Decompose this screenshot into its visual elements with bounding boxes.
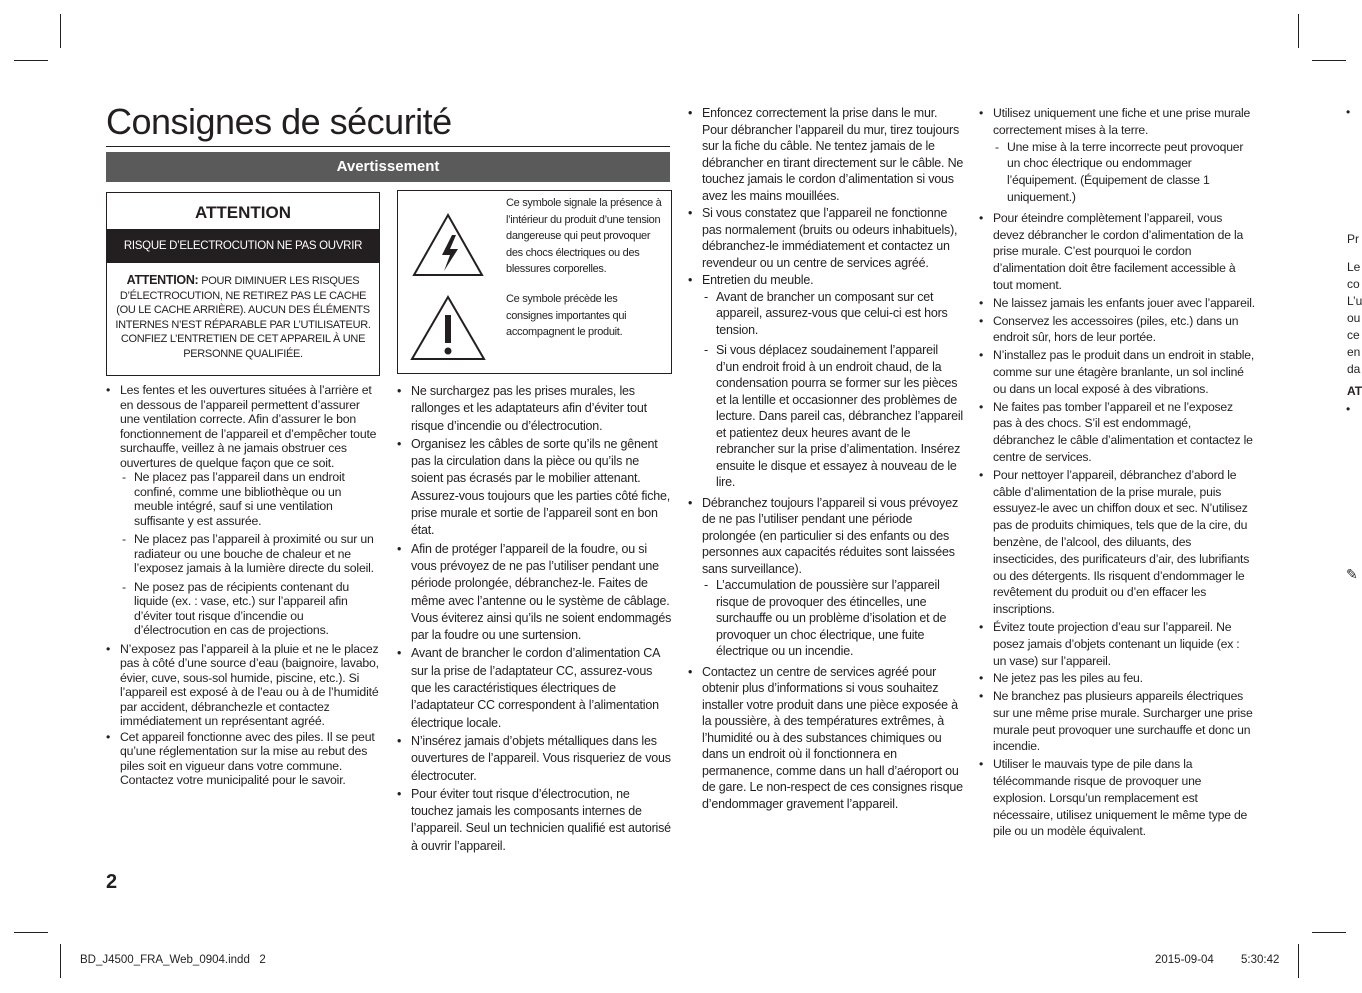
crop-mark xyxy=(14,932,48,933)
sub-list-item: - Avant de brancher un composant sur cet appareil, assurez-vous que celui-ci est hors tension. xyxy=(702,289,964,339)
edge-text: ce xyxy=(1347,328,1360,342)
footer-filename: BD_J4500_FRA_Web_0904.indd 2 xyxy=(80,954,266,966)
lightning-warning-icon xyxy=(408,209,488,279)
attention-risk: RISQUE D’ELECTROCUTION NE PAS OUVRIR xyxy=(107,229,379,263)
list-item: • Pour éviter tout risque d’électrocution, ne touchez jamais les composants internes de l’appareil. Seul un technicien qualifié est autorisé à ouvrir l’appareil. xyxy=(397,786,673,855)
list-item: • Évitez toute projection d’eau sur l’appareil. Ne posez jamais d’objets contenant un liquide (ex : un vase) sur l’appareil. xyxy=(979,619,1255,669)
list-item: • Ne laissez jamais les enfants jouer avec l’appareil. xyxy=(979,295,1255,312)
sub-list-item: - Ne posez pas de récipients contenant du liquide (ex. : vase, etc.) sur l’appareil afin d’éviter tout risque d’incendie ou d’électrocution en cas de projections. xyxy=(120,580,380,638)
crop-mark xyxy=(60,14,61,48)
exclamation-warning-icon xyxy=(408,293,488,363)
list-item xyxy=(688,272,964,491)
crop-mark xyxy=(1298,14,1299,48)
symbols-box xyxy=(397,190,672,374)
list-item-text: Les fentes et les ouvertures situées à l’arrière et en dessous de l’appareil permettent d’assurer une ventilation correcte. Afin d’assurer le bon fonctionnement de l’appareil et d’empêcher toute surchauffe, veillez à ne jamais obstruer ces ouvertures de quelque façon que ce soit. xyxy=(120,383,377,470)
sub-list xyxy=(120,470,380,638)
list-item xyxy=(688,495,964,660)
list-item xyxy=(979,105,1255,206)
page-number: 2 xyxy=(106,871,118,893)
list-item: • Enfoncez correctement la prise dans le mur. Pour débrancher l’appareil du mur, tirez toujours sur la fiche du câble. Ne tentez jamais de le débrancher en tirant directement sur le câble. Ne touchez jamais le cordon d’alimentation si vous avez les mains mouillées. xyxy=(688,105,964,204)
crop-mark xyxy=(60,944,61,978)
warning-banner: Avertissement xyxy=(106,152,670,182)
list-item xyxy=(106,383,380,638)
list-item: • Ne surchargez pas les prises murales, les rallonges et les adaptateurs afin d’éviter tout risque d’incendie ou d’électrocution. xyxy=(397,383,673,435)
column-4-list xyxy=(979,105,1255,841)
column-2-list xyxy=(397,383,673,856)
attention-text xyxy=(107,263,379,361)
crop-mark xyxy=(14,60,48,61)
note-icon: ✎ xyxy=(1346,566,1358,582)
list-item: • N’insérez jamais d’objets métalliques dans les ouvertures de l’appareil. Vous risqueriez de vous électrocuter. xyxy=(397,733,673,785)
list-item: • Utiliser le mauvais type de pile dans la télécommande risque de provoquer une explosion. Lorsqu’un remplacement est nécessaire, utilisez uniquement le même type de pile ou un modèle équivalent. xyxy=(979,756,1255,840)
list-item-text: Utilisez uniquement une fiche et une prise murale correctement mises à la terre. xyxy=(993,106,1251,137)
edge-heading: AT xyxy=(1347,384,1362,398)
column-3-list xyxy=(688,105,964,813)
edge-text: en xyxy=(1347,345,1361,359)
column-1-list xyxy=(106,383,380,789)
list-item-text: Entretien du meuble. xyxy=(702,273,814,287)
page-title: Consignes de sécurité xyxy=(106,100,670,147)
attention-title: ATTENTION xyxy=(194,203,291,222)
edge-bullet: • xyxy=(1346,402,1351,416)
attention-box xyxy=(106,192,380,376)
sub-list-item: - Ne placez pas l’appareil à proximité ou sur un radiateur ou une bouche de chaleur et ne l’exposez jamais à la lumière directe du soleil. xyxy=(120,532,380,576)
attention-body: POUR DIMINUER LES RISQUES D’ÉLECTROCUTION, NE RETIREZ PAS LE CACHE (OU LE CACHE ARRIÈRE). AUCUN DES ÉLÉMENTS INTERNES N’EST RÉPARABLE PAR L’UTILISATEUR. CONFIEZ L’ENTRETIEN DE CET APPAREIL À UNE PERSONNE QUALIFIÉE. xyxy=(115,275,371,360)
list-item: • Si vous constatez que l’appareil ne fonctionne pas normalement (bruits ou odeurs inhabituels), débranchez-le immédiatement et contactez un revendeur ou un centre de services agréé. xyxy=(688,205,964,271)
list-item: • Afin de protéger l’appareil de la foudre, ou si vous prévoyez de ne pas l’utiliser pendant une période prolongée, débranchez-le. Faites de même avec l’antenne ou le système de câblage. Vous éviterez ainsi qu’ils ne soient endommagés par la foudre ou une surtension. xyxy=(397,541,673,645)
sub-list-item: - Si vous déplacez soudainement l’appareil d’un endroit froid à un endroit chaud, de la condensation pourra se former sur les pièces et la lentille et occasionner des problèmes de lecture. Dans pareil cas, débranchez l’appareil et patientez deux heures avant de le rebrancher sur la prise d’alimentation. Insérez ensuite le disque et essayez à nouveau de le lire. xyxy=(702,342,964,491)
sub-list xyxy=(702,577,964,660)
edge-text: Le xyxy=(1347,260,1361,274)
footer-date: 2015-09-04 xyxy=(1155,954,1214,966)
lightning-symbol-text: Ce symbole signale la présence à l’intérieur du produit d’une tension dangereuse qui peut provoquer des chocs électriques ou des blessures corporelles. xyxy=(506,197,662,275)
list-item-text: Débranchez toujours l’appareil si vous prévoyez de ne pas l’utiliser pendant une période prolongée (en particulier si des enfants ou des personnes aux capacités réduites sont laissées sans surveillance). xyxy=(702,495,959,576)
list-item: • Cet appareil fonctionne avec des piles. Il se peut qu’une réglementation sur la mise au rebut des piles soit en vigueur dans votre commune. Contactez votre municipalité pour le savoir. xyxy=(106,730,380,788)
list-item: • Pour nettoyer l’appareil, débranchez d’abord le câble d’alimentation de la prise murale, puis essuyez-le avec un chiffon doux et sec. N’utilisez pas de produits chimiques, tels que de la cire, du benzène, de l’alcool, des diluants, des insecticides, des purificateurs d’air, des lubrifiants ou des détergents. Ils risquent d’endommager le revêtement du produit ou d’en effacer les inscriptions. xyxy=(979,467,1255,618)
exclamation-symbol-text: Ce symbole précède les consignes importantes qui accompagnent le produit. xyxy=(506,293,627,338)
list-item: • N’exposez pas l’appareil à la pluie et ne le placez pas à côté d’une source d’eau (baignoire, lavabo, évier, cuve, sous-sol humide, piscine, etc.). Si l’appareil est exposé à de l’eau ou à de l’humidité par accident, débranchezle et contactez immédiatement un représentant agréé. xyxy=(106,642,380,729)
sub-list-item: - L’accumulation de poussière sur l’appareil risque de provoquer des étincelles, une surchauffe ou un problème d’isolation et de provoquer un choc électrique, une fuite électrique ou un incendie. xyxy=(702,577,964,660)
list-item: • Ne faites pas tomber l’appareil et ne l’exposez pas à des chocs. S’il est endommagé, débranchez le câble d’alimentation et contactez le centre de services. xyxy=(979,399,1255,466)
edge-text: co xyxy=(1347,277,1360,291)
sub-list-item: - Ne placez pas l’appareil dans un endroit confiné, comme une bibliothèque ou un meuble intégré, sauf si une ventilation suffisante y est assurée. xyxy=(120,470,380,528)
edge-bullet: • xyxy=(1346,105,1351,119)
list-item: • Conservez les accessoires (piles, etc.) dans un endroit sûr, hors de leur portée. xyxy=(979,313,1255,347)
crop-mark xyxy=(1298,944,1299,978)
list-item: • Ne branchez pas plusieurs appareils électriques sur une même prise murale. Surcharger une prise murale peut provoquer une surchauffe et donc un incendie. xyxy=(979,688,1255,755)
footer-time: 5:30:42 xyxy=(1241,954,1280,966)
sub-list xyxy=(702,289,964,491)
edge-heading: Pr xyxy=(1347,232,1359,246)
list-item: • Avant de brancher le cordon d’alimentation CA sur la prise de l’adaptateur CC, assurez-vous que les caractéristiques électriques de l’adaptateur CC correspondent à l’alimentation électrique locale. xyxy=(397,645,673,731)
list-item: • Contactez un centre de services agréé pour obtenir plus d’informations si vous souhaitez installer votre produit dans une pièce exposée à la poussière, à des températures extrêmes, à l’humidité ou à des substances chimiques ou dans un endroit où il fonctionnera en permanence, comme dans un hall d’aéroport ou de gare. Le non-respect de ces consignes risque d’endommager gravement l’appareil. xyxy=(688,664,964,813)
edge-text: L’u xyxy=(1347,294,1362,308)
crop-mark xyxy=(1312,932,1346,933)
crop-mark xyxy=(1312,60,1346,61)
sub-list xyxy=(993,139,1255,206)
list-item: • Ne jetez pas les piles au feu. xyxy=(979,670,1255,687)
sub-list-item: - Une mise à la terre incorrecte peut provoquer un choc électrique ou endommager l’équipement. (Équipement de classe 1 uniquement.) xyxy=(993,139,1255,206)
attention-label: ATTENTION: xyxy=(126,273,199,287)
list-item: • N’installez pas le produit dans un endroit in stable, comme sur une étagère branlante, un sol incliné ou dans un local exposé à des vibrations. xyxy=(979,347,1255,397)
list-item: • Pour éteindre complètement l’appareil, vous devez débrancher le cordon d’alimentation de la prise murale. C’est pourquoi le cordon d’alimentation doit être facilement accessible à tout moment. xyxy=(979,210,1255,294)
list-item: • Organisez les câbles de sorte qu’ils ne gênent pas la circulation dans la pièce ou qu’ils ne soient pas écrasés par le mobilier attenant. Assurez-vous toujours que les parties côté fiche, prise murale et sortie de l’appareil sont en bon état. xyxy=(397,436,673,540)
edge-text: ou xyxy=(1347,311,1361,325)
edge-text: da xyxy=(1347,362,1361,376)
